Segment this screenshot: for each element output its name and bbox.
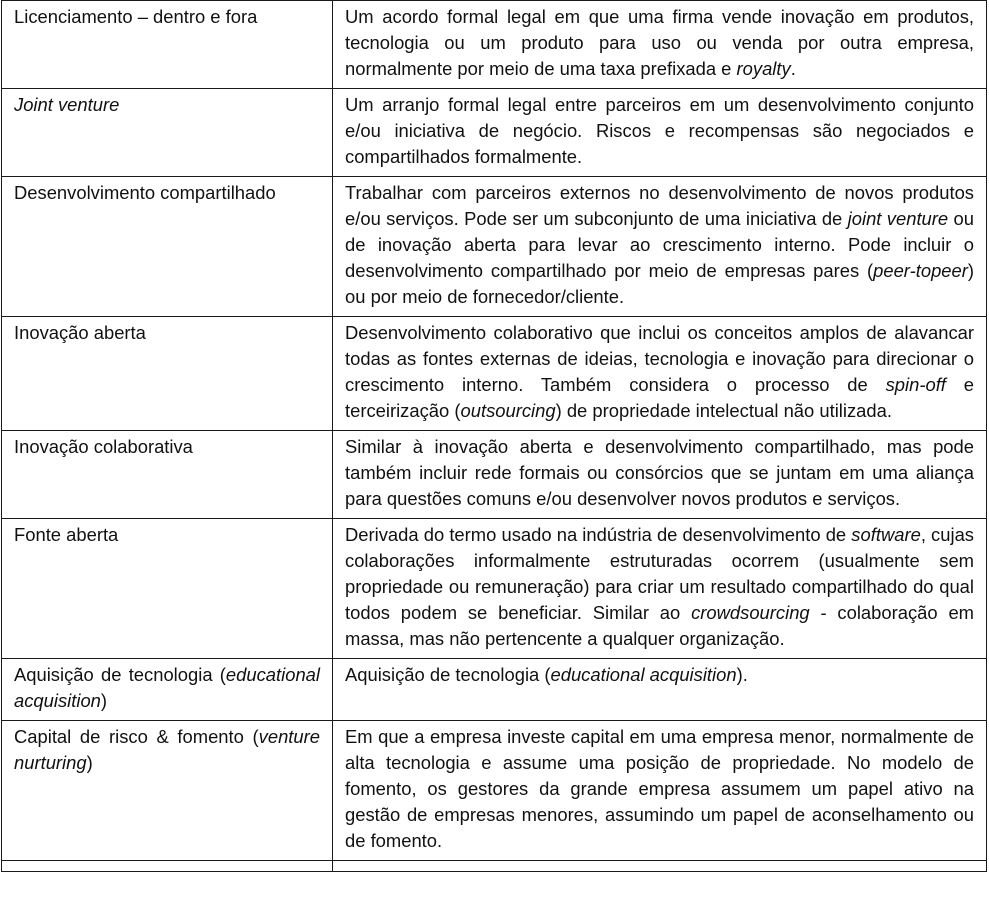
definition-cell [333, 659, 987, 721]
terms-table [1, 0, 987, 872]
definition-cell [333, 721, 987, 861]
text-run: Um arranjo formal legal entre parceiros em um desenvolvimento conjunto e/ou iniciativa de negócio. Riscos e recompensas são negociados e compartilhados formalmente. [345, 94, 974, 167]
text-run: ). [736, 664, 748, 685]
italic-text-run: venture nurturing [14, 726, 320, 773]
text-run: ) [100, 690, 108, 711]
italic-text-run: outsourcing [460, 400, 556, 421]
text-run: ) de propriedade intelectual não utilizada. [555, 400, 892, 421]
text-run: Em que a empresa investe capital em uma empresa menor, normalmente de alta tecnologia e assume uma posição de propriedade. No modelo de fomento, os gestores da grande empresa assumem um papel ativo na gestão de empresas menores, assumindo um papel de aconselhamento ou de fomento. [345, 726, 974, 851]
table-row [2, 1, 987, 89]
definition-cell [333, 519, 987, 659]
empty-cell [2, 861, 333, 872]
italic-text-run: educational acquisition [14, 664, 320, 711]
definition-cell [333, 431, 987, 519]
text-run: Derivada do termo usado na indústria de desenvolvimento de [345, 524, 852, 545]
text-run: Desenvolvimento colaborativo que inclui os conceitos amplos de alavancar todas as fontes externas de ideias, tecnologia e inovação para direcionar o crescimento interno. Também considera o processo de [345, 322, 974, 395]
term-cell [2, 177, 333, 317]
italic-text-run: software [851, 524, 921, 545]
text-run: Trabalhar com parceiros externos no desenvolvimento de novos produtos e/ou serviços. Pode ser um subconjunto de uma iniciativa de [345, 182, 974, 229]
text-run: Capital de risco & fomento ( [14, 726, 259, 747]
table-row [2, 89, 987, 177]
text-run: Licenciamento – dentro e fora [14, 6, 258, 27]
text-run: Inovação colaborativa [14, 436, 193, 457]
term-cell [2, 317, 333, 431]
empty-cell [333, 861, 987, 872]
text-run: - colaboração em massa, mas não pertencente a qualquer organização. [345, 602, 974, 649]
italic-text-run: Joint venture [14, 94, 120, 115]
text-run: ) ou por meio de fornecedor/cliente. [345, 260, 974, 307]
term-cell [2, 89, 333, 177]
table-row [2, 721, 987, 861]
text-run: . [790, 58, 796, 79]
italic-text-run: educational acquisition [550, 664, 737, 685]
definition-cell [333, 1, 987, 89]
text-run: Fonte aberta [14, 524, 119, 545]
italic-text-run: royalty [736, 58, 791, 79]
text-run: e terceirização ( [345, 374, 974, 421]
text-run: ou de inovação aberta para levar ao crescimento interno. Pode incluir o desenvolvimento compartilhado por meio de empresas pares ( [345, 208, 974, 281]
text-run: Aquisição de tecnologia ( [14, 664, 226, 685]
definition-cell [333, 177, 987, 317]
italic-text-run: spin-off [885, 374, 946, 395]
text-run: Inovação aberta [14, 322, 146, 343]
term-cell [2, 721, 333, 861]
text-run: Um acordo formal legal em que uma firma vende inovação em produtos, tecnologia ou um produto para uso ou venda por outra empresa, normalmente por meio de uma taxa prefixada e [345, 6, 974, 79]
text-run: , cujas colaborações informalmente estruturadas ocorrem (usualmente sem propriedade ou remuneração) para criar um resultado compartilhado do qual todos podem se beneficiar. Similar ao [345, 524, 974, 623]
table-row [2, 177, 987, 317]
table-row [2, 317, 987, 431]
definition-cell [333, 317, 987, 431]
italic-text-run: joint venture [847, 208, 949, 229]
terms-table-body [2, 1, 987, 872]
text-run: Desenvolvimento compartilhado [14, 182, 276, 203]
table-row-partial [2, 861, 987, 872]
term-cell [2, 659, 333, 721]
term-cell [2, 1, 333, 89]
term-cell [2, 431, 333, 519]
italic-text-run: peer-topeer [873, 260, 968, 281]
text-run: Aquisição de tecnologia ( [345, 664, 551, 685]
table-row [2, 431, 987, 519]
italic-text-run: crowdsourcing [691, 602, 810, 623]
term-cell [2, 519, 333, 659]
table-row [2, 659, 987, 721]
definition-cell [333, 89, 987, 177]
table-row [2, 519, 987, 659]
text-run: Similar à inovação aberta e desenvolvimento compartilhado, mas pode também incluir rede formais ou consórcios que se juntam em uma aliança para questões comuns e/ou desenvolver novos produtos e serviços. [345, 436, 974, 509]
text-run: ) [86, 752, 93, 773]
